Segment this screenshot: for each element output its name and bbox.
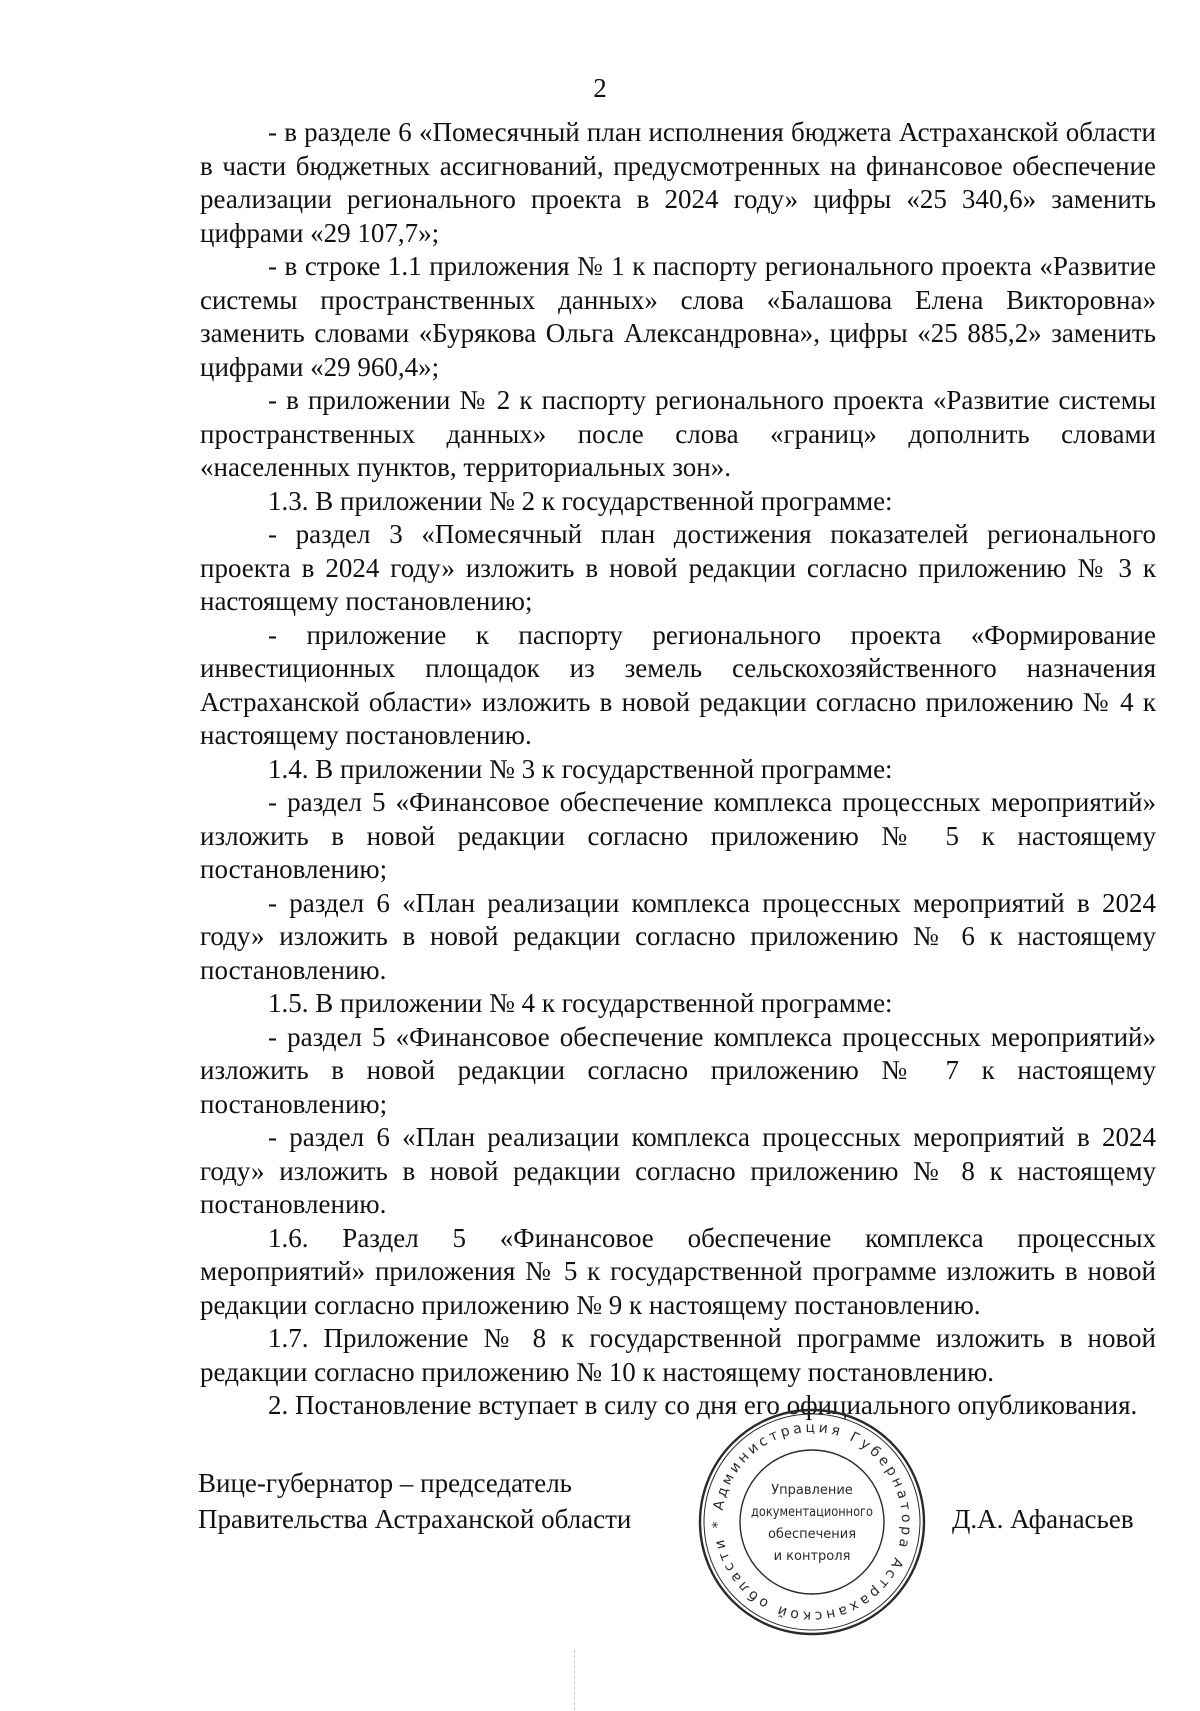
- paragraph: - раздел 5 «Финансовое обеспечение комплекса процессных мероприятий» изложить в новой редакции согласно приложению № 7 к настоящему постановлению;: [200, 1021, 1156, 1119]
- paragraph: - в строке 1.1 приложения № 1 к паспорту регионального проекта «Развитие системы пространственных данных» слова «Балашова Елена Викторовна» заменить словами «Бурякова Ольга Александровна», цифры «25 885,2» заменить цифрами «29 960,4»;: [200, 251, 1156, 382]
- stamp-outer-ring-inner: [704, 1414, 920, 1630]
- paragraph: 1.4. В приложении № 3 к государственной программе:: [268, 753, 893, 784]
- paragraph: - раздел 3 «Помесячный план достижения показателей регионального проекта в 2024 году» изложить в новой редакции согласно приложению № 3 к настоящему постановлению;: [200, 519, 1156, 616]
- paragraph: 2. Постановление вступает в силу со дня его официального опубликования.: [268, 1390, 1138, 1420]
- stamp-inner-ring: [740, 1450, 884, 1594]
- paragraph: - приложение к паспорту регионального проекта «Формирование инвестиционных площадок из земель сельскохозяйственного назначения Астраханской области» изложить в новой редакции согласно приложению № 4 к настоящему постановлению.: [200, 619, 1156, 750]
- paragraph: 1.7. Приложение № 8 к государственной программе изложить в новой редакции согласно приложению № 10 к настоящему постановлению.: [200, 1323, 1156, 1387]
- document-body: [200, 116, 1156, 1423]
- fold-mark: [574, 1650, 575, 1710]
- stamp-center-line: и контроля: [773, 1549, 851, 1564]
- paragraph: 1.5. В приложении № 4 к государственной программе:: [268, 988, 893, 1018]
- signer-title-line: Вице-губернатор – председатель: [198, 1468, 572, 1498]
- stamp-ring-textpath: Администрация Губернатора Астраханской области *: [709, 1419, 915, 1625]
- signer-name: Д.А. Афанасьев: [952, 1504, 1134, 1534]
- signer-title-line: Правительства Астраханской области: [198, 1504, 632, 1534]
- signer-title: [198, 1465, 631, 1537]
- stamp-outer-ring: [700, 1410, 924, 1634]
- stamp-center-line: документационного: [751, 1505, 874, 1520]
- stamp-center-line: Управление: [771, 1483, 853, 1498]
- paragraph: - в приложении № 2 к паспорту регионального проекта «Развитие системы пространственных данных» после слова «границ» дополнить словами «населенных пунктов, территориальных зон».: [200, 385, 1156, 482]
- stamp-seal-icon: [694, 1404, 930, 1640]
- paragraph: - раздел 6 «План реализации комплекса процессных мероприятий в 2024 году» изложить в новой редакции согласно приложению № 6 к настоящему постановлению.: [200, 887, 1156, 985]
- stamp-center-line: обеспечения: [767, 1527, 857, 1542]
- paragraph: 1.6. Раздел 5 «Финансовое обеспечение комплекса процессных мероприятий» приложения № 5 к государственной программе изложить в новой редакции согласно приложению № 9 к настоящему постановлению.: [200, 1222, 1156, 1320]
- paragraph: 1.3. В приложении № 2 к государственной программе:: [268, 485, 893, 516]
- paragraph: - в разделе 6 «Помесячный план исполнения бюджета Астраханской области в части бюджетных ассигнований, предусмотренных на финансовое обеспечение реализации регионального проекта в 2024 году» цифры «25 340,6» заменить цифрами «29 107,7»;: [200, 117, 1156, 248]
- official-stamp: [694, 1404, 930, 1640]
- paragraph: - раздел 6 «План реализации комплекса процессных мероприятий в 2024 году» изложить в новой редакции согласно приложению № 8 к настоящему постановлению.: [200, 1122, 1156, 1219]
- page-number: 2: [593, 73, 607, 103]
- paragraph: - раздел 5 «Финансовое обеспечение комплекса процессных мероприятий» изложить в новой редакции согласно приложению № 5 к настоящему постановлению;: [200, 787, 1156, 884]
